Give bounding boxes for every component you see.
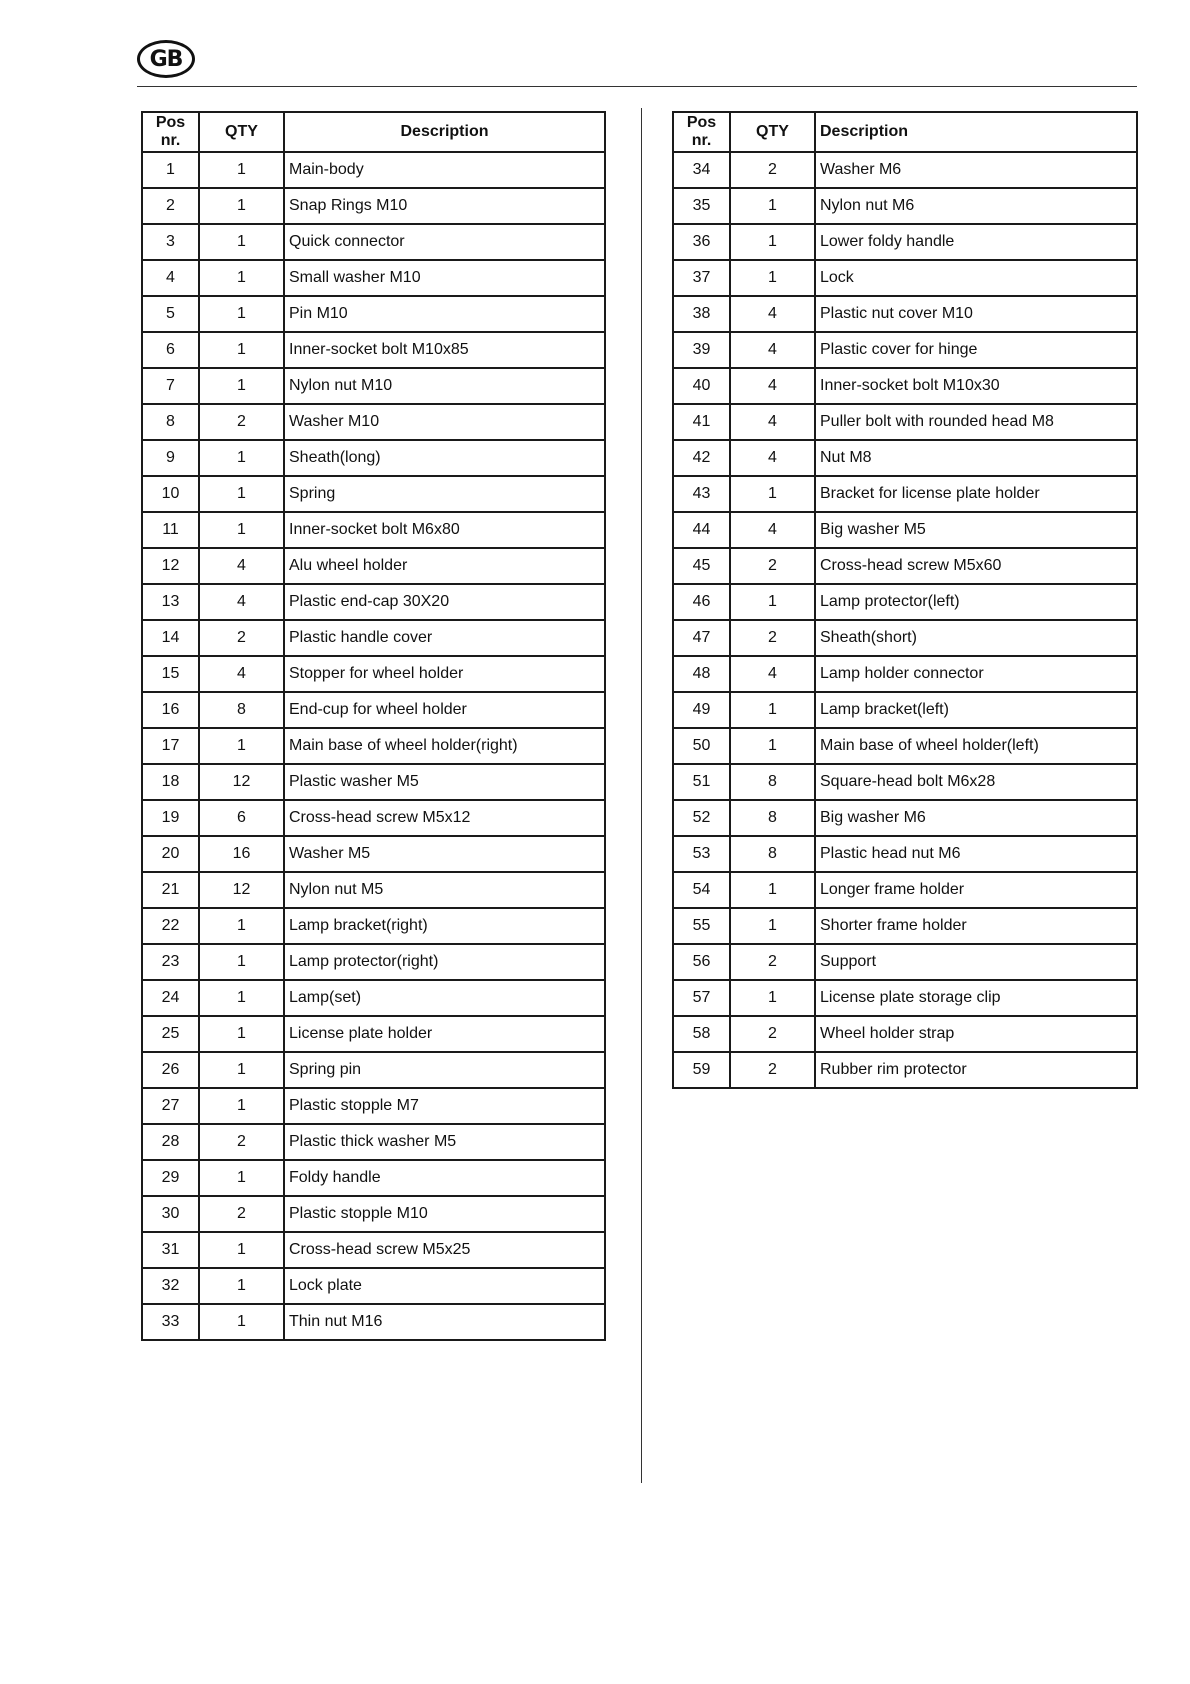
table-row [142,548,605,584]
pos-cell: 21 [142,872,199,908]
table-row [142,584,605,620]
qty-cell: 6 [199,800,284,836]
parts-table-right [672,111,1138,1089]
pos-cell: 15 [142,656,199,692]
pos-cell: 37 [673,260,730,296]
qty-cell: 1 [199,476,284,512]
description-cell: Lamp protector(right) [284,944,605,980]
description-header: Description [284,112,605,152]
pos-header [673,112,730,152]
description-cell: Big washer M5 [815,512,1137,548]
qty-cell: 4 [730,332,815,368]
table-row [673,224,1137,260]
pos-cell: 5 [142,296,199,332]
qty-cell: 1 [730,908,815,944]
pos-cell: 59 [673,1052,730,1088]
parts-table-left-body [142,152,605,1340]
pos-cell: 31 [142,1232,199,1268]
qty-cell: 1 [199,908,284,944]
table-row [142,1304,605,1340]
table-row [673,584,1137,620]
description-cell: Plastic head nut M6 [815,836,1137,872]
description-cell: Nylon nut M10 [284,368,605,404]
qty-cell: 2 [199,620,284,656]
table-row [673,476,1137,512]
pos-cell: 16 [142,692,199,728]
qty-cell: 1 [199,188,284,224]
pos-cell: 20 [142,836,199,872]
table-row [142,368,605,404]
qty-cell: 8 [199,692,284,728]
description-cell: Cross-head screw M5x25 [284,1232,605,1268]
description-cell: Shorter frame holder [815,908,1137,944]
description-cell: End-cup for wheel holder [284,692,605,728]
table-row [673,1052,1137,1088]
qty-cell: 4 [730,440,815,476]
table-row [673,764,1137,800]
table-row [142,764,605,800]
description-cell: Main-body [284,152,605,188]
qty-cell: 2 [199,1124,284,1160]
pos-cell: 14 [142,620,199,656]
description-cell: Lamp protector(left) [815,584,1137,620]
pos-cell: 39 [673,332,730,368]
qty-cell: 8 [730,764,815,800]
table-row [142,836,605,872]
description-cell: Spring [284,476,605,512]
table-row [142,620,605,656]
qty-cell: 4 [730,368,815,404]
qty-cell: 1 [730,728,815,764]
pos-cell: 34 [673,152,730,188]
qty-cell: 1 [730,872,815,908]
description-cell: Lamp bracket(right) [284,908,605,944]
parts-table-left [141,111,606,1341]
description-cell: Washer M5 [284,836,605,872]
page-header [137,40,1137,88]
pos-header-line1: Pos [686,114,717,131]
pos-cell: 25 [142,1016,199,1052]
pos-cell: 50 [673,728,730,764]
qty-cell: 1 [199,152,284,188]
table-row [673,836,1137,872]
description-cell: Snap Rings M10 [284,188,605,224]
pos-cell: 42 [673,440,730,476]
parts-table-right-body [673,152,1137,1088]
table-header-row [142,112,605,152]
qty-cell: 12 [199,872,284,908]
qty-cell: 4 [199,656,284,692]
table-row [673,944,1137,980]
pos-cell: 28 [142,1124,199,1160]
description-cell: Cross-head screw M5x60 [815,548,1137,584]
qty-cell: 1 [730,980,815,1016]
qty-cell: 1 [199,224,284,260]
table-row [142,800,605,836]
pos-cell: 17 [142,728,199,764]
pos-cell: 12 [142,548,199,584]
description-cell: Spring pin [284,1052,605,1088]
description-cell: Nylon nut M5 [284,872,605,908]
qty-cell: 2 [730,944,815,980]
pos-cell: 27 [142,1088,199,1124]
description-cell: Plastic handle cover [284,620,605,656]
table-row [142,1088,605,1124]
description-cell: Plastic nut cover M10 [815,296,1137,332]
pos-cell: 19 [142,800,199,836]
pos-cell: 36 [673,224,730,260]
qty-cell: 2 [199,1196,284,1232]
pos-cell: 3 [142,224,199,260]
pos-cell: 23 [142,944,199,980]
pos-cell: 13 [142,584,199,620]
description-cell: Nylon nut M6 [815,188,1137,224]
pos-cell: 43 [673,476,730,512]
qty-cell: 4 [730,656,815,692]
description-cell: Longer frame holder [815,872,1137,908]
table-row [673,1016,1137,1052]
table-row [142,260,605,296]
qty-cell: 2 [730,152,815,188]
qty-cell: 2 [199,404,284,440]
table-row [142,476,605,512]
qty-cell: 8 [730,836,815,872]
table-row [673,188,1137,224]
description-cell: Alu wheel holder [284,548,605,584]
description-cell: Foldy handle [284,1160,605,1196]
description-cell: Bracket for license plate holder [815,476,1137,512]
table-row [673,440,1137,476]
table-row [673,152,1137,188]
pos-cell: 24 [142,980,199,1016]
table-row [673,368,1137,404]
description-cell: Thin nut M16 [284,1304,605,1340]
table-row [673,656,1137,692]
table-row [673,728,1137,764]
qty-cell: 2 [730,620,815,656]
pos-cell: 8 [142,404,199,440]
description-cell: Rubber rim protector [815,1052,1137,1088]
table-row [142,224,605,260]
pos-cell: 51 [673,764,730,800]
description-cell: Plastic stopple M10 [284,1196,605,1232]
pos-cell: 22 [142,908,199,944]
description-cell: Inner-socket bolt M10x85 [284,332,605,368]
description-cell: Inner-socket bolt M10x30 [815,368,1137,404]
description-cell: Lock [815,260,1137,296]
pos-cell: 9 [142,440,199,476]
description-cell: Lock plate [284,1268,605,1304]
qty-cell: 1 [199,296,284,332]
pos-header [142,112,199,152]
pos-header-line2: nr. [691,132,712,149]
pos-cell: 47 [673,620,730,656]
pos-cell: 38 [673,296,730,332]
table-row [142,512,605,548]
description-cell: Plastic stopple M7 [284,1088,605,1124]
description-cell: Wheel holder strap [815,1016,1137,1052]
table-row [142,404,605,440]
description-cell: License plate holder [284,1016,605,1052]
table-row [142,152,605,188]
description-cell: Square-head bolt M6x28 [815,764,1137,800]
description-cell: Stopper for wheel holder [284,656,605,692]
description-cell: Support [815,944,1137,980]
pos-cell: 2 [142,188,199,224]
table-row [142,1052,605,1088]
column-divider [641,108,642,1483]
pos-header-line2: nr. [160,132,181,149]
header-divider [137,86,1137,87]
table-row [673,404,1137,440]
table-row [673,980,1137,1016]
table-row [142,872,605,908]
qty-header: QTY [730,112,815,152]
pos-cell: 48 [673,656,730,692]
description-cell: Inner-socket bolt M6x80 [284,512,605,548]
qty-cell: 1 [199,1268,284,1304]
qty-cell: 4 [730,296,815,332]
description-cell: Plastic washer M5 [284,764,605,800]
qty-cell: 2 [730,548,815,584]
qty-header: QTY [199,112,284,152]
pos-cell: 49 [673,692,730,728]
description-cell: Lamp holder connector [815,656,1137,692]
qty-cell: 4 [199,548,284,584]
pos-cell: 29 [142,1160,199,1196]
description-cell: Lower foldy handle [815,224,1137,260]
qty-cell: 1 [199,1160,284,1196]
qty-cell: 1 [199,944,284,980]
pos-cell: 30 [142,1196,199,1232]
qty-cell: 1 [199,1088,284,1124]
pos-cell: 32 [142,1268,199,1304]
table-row [142,728,605,764]
description-cell: Main base of wheel holder(left) [815,728,1137,764]
qty-cell: 4 [199,584,284,620]
table-row [142,944,605,980]
table-row [673,872,1137,908]
description-cell: Big washer M6 [815,800,1137,836]
country-badge: GB [137,40,195,78]
table-row [142,1268,605,1304]
description-cell: Pin M10 [284,296,605,332]
table-row [142,1160,605,1196]
table-row [673,620,1137,656]
table-row [673,800,1137,836]
qty-cell: 1 [730,260,815,296]
table-row [673,260,1137,296]
pos-cell: 26 [142,1052,199,1088]
description-cell: Main base of wheel holder(right) [284,728,605,764]
qty-cell: 4 [730,404,815,440]
qty-cell: 1 [199,980,284,1016]
table-row [673,296,1137,332]
qty-cell: 1 [730,224,815,260]
qty-cell: 1 [199,1232,284,1268]
description-cell: Plastic cover for hinge [815,332,1137,368]
qty-cell: 1 [199,728,284,764]
qty-cell: 1 [730,476,815,512]
pos-cell: 1 [142,152,199,188]
qty-cell: 1 [199,1052,284,1088]
description-header: Description [815,112,1137,152]
pos-cell: 4 [142,260,199,296]
qty-cell: 1 [199,1304,284,1340]
pos-cell: 54 [673,872,730,908]
pos-cell: 58 [673,1016,730,1052]
qty-cell: 12 [199,764,284,800]
pos-cell: 53 [673,836,730,872]
table-row [142,656,605,692]
description-cell: Small washer M10 [284,260,605,296]
table-row [142,1124,605,1160]
qty-cell: 1 [730,188,815,224]
description-cell: Lamp(set) [284,980,605,1016]
qty-cell: 1 [199,332,284,368]
table-row [673,512,1137,548]
description-cell: Plastic end-cap 30X20 [284,584,605,620]
pos-cell: 10 [142,476,199,512]
qty-cell: 1 [199,1016,284,1052]
table-row [673,332,1137,368]
pos-cell: 11 [142,512,199,548]
description-cell: Nut M8 [815,440,1137,476]
pos-cell: 33 [142,1304,199,1340]
table-row [142,188,605,224]
table-row [142,296,605,332]
description-cell: License plate storage clip [815,980,1137,1016]
description-cell: Quick connector [284,224,605,260]
pos-header-line1: Pos [155,114,186,131]
pos-cell: 45 [673,548,730,584]
qty-cell: 4 [730,512,815,548]
table-row [142,1016,605,1052]
description-cell: Washer M6 [815,152,1137,188]
pos-cell: 46 [673,584,730,620]
table-row [142,1196,605,1232]
qty-cell: 1 [199,260,284,296]
description-cell: Cross-head screw M5x12 [284,800,605,836]
table-row [673,548,1137,584]
description-cell: Lamp bracket(left) [815,692,1137,728]
pos-cell: 6 [142,332,199,368]
table-row [142,908,605,944]
pos-cell: 56 [673,944,730,980]
pos-cell: 18 [142,764,199,800]
qty-cell: 2 [730,1016,815,1052]
table-header-row [673,112,1137,152]
qty-cell: 1 [730,584,815,620]
description-cell: Plastic thick washer M5 [284,1124,605,1160]
pos-cell: 41 [673,404,730,440]
qty-cell: 1 [199,440,284,476]
pos-cell: 55 [673,908,730,944]
qty-cell: 2 [730,1052,815,1088]
table-row [142,440,605,476]
description-cell: Washer M10 [284,404,605,440]
pos-cell: 40 [673,368,730,404]
description-cell: Sheath(short) [815,620,1137,656]
table-row [142,980,605,1016]
qty-cell: 1 [730,692,815,728]
pos-cell: 57 [673,980,730,1016]
table-row [142,692,605,728]
pos-cell: 52 [673,800,730,836]
description-cell: Puller bolt with rounded head M8 [815,404,1137,440]
qty-cell: 16 [199,836,284,872]
description-cell: Sheath(long) [284,440,605,476]
pos-cell: 44 [673,512,730,548]
qty-cell: 8 [730,800,815,836]
table-row [673,692,1137,728]
table-row [673,908,1137,944]
pos-cell: 35 [673,188,730,224]
pos-cell: 7 [142,368,199,404]
qty-cell: 1 [199,368,284,404]
table-row [142,1232,605,1268]
qty-cell: 1 [199,512,284,548]
table-row [142,332,605,368]
